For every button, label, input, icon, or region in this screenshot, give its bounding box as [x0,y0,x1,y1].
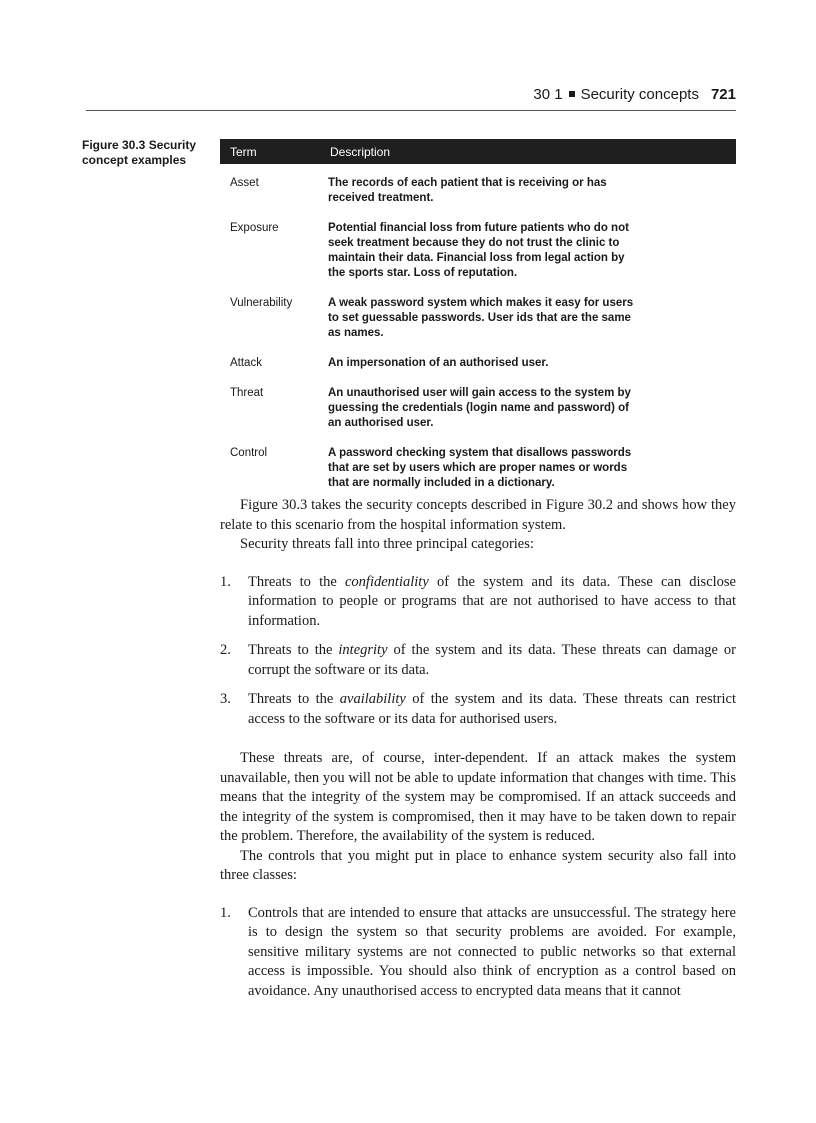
list-emphasis: confidentiality [345,573,429,590]
list-number: 3. [220,691,231,707]
body-text [220,496,736,1001]
paragraph: These threats are, of course, inter-dependent. If an attack makes the system unavailable, then you will not be able to update information that changes with time. This means that the integrity of the system may be compromised. If an attack succeeds and the integrity of the system is compromised, then it may have to be taken down to repair the problem. Therefore, the availability of the system is reduced. [220,750,736,844]
header-rule [86,110,736,111]
list-number: 2. [220,642,231,658]
list-item [220,573,736,632]
controls-list [220,904,736,1002]
row-term: Exposure [230,222,279,234]
list-text: of the system and its data. These can disclose information to people or programs that are not authorised to have access to that information. [248,573,736,629]
row-term: Attack [230,357,262,369]
list-text: Threats to the [248,691,340,707]
list-text: Controls that are intended to ensure that attacks are unsuccessful. The strategy here is to design the system so that security problems are avoided. For example, sensitive military systems are not connected to public networks so that external access is impossible. You should also think of encryption as a control based on avoidance. Any unauthorised access to encrypted data means that it cannot [248,904,736,999]
row-term: Threat [230,387,264,399]
section-number: 30 1 [533,86,563,103]
paragraph: Figure 30.3 takes the security concepts described in Figure 30.2 and shows how they relate to this scenario from the hospital information system. [220,497,736,533]
threat-list [220,573,736,730]
figure-caption [82,138,212,168]
table-row [220,176,736,206]
table-row [220,356,736,371]
list-text: of the system and its data. These threats can damage or corrupt the software or its data. [248,642,736,678]
running-header [533,86,736,103]
page-number: 721 [710,86,736,103]
column-header-term: Term [230,144,257,159]
paragraph: The controls that you might put in place to enhance system security also fall into three classes: [220,847,736,883]
row-description: An impersonation of an authorised user. [328,357,549,369]
table-row [220,446,736,491]
list-emphasis: integrity [338,642,388,658]
row-term: Control [230,447,268,459]
row-description: A password checking system that disallows passwords that are set by users which are proper names or words that are normally included in a dictionary. [328,447,632,489]
list-emphasis: availability [339,691,406,707]
row-description: An unauthorised user will gain access to the system by guessing the credentials (login name and password) of an authorised user. [328,387,631,429]
row-term: Vulnerability [230,297,293,309]
table-row [220,221,736,281]
bullet-icon [569,91,575,97]
list-item [220,904,736,1002]
row-term: Asset [230,177,259,189]
list-text: Threats to the [248,642,339,658]
table-row [220,386,736,431]
column-header-description: Description [330,144,391,159]
list-number: 1. [220,904,231,921]
list-number: 1. [220,573,231,590]
paragraph: Security threats fall into three principal categories: [240,536,534,552]
table-header [220,139,736,164]
row-description: The records of each patient that is receiving or has received treatment. [328,177,607,204]
list-item [220,690,736,729]
section-title: Security concepts [580,86,699,103]
list-text: of the system and its data. These threats can restrict access to the software or its data for authorised users. [248,691,736,727]
figure-caption-text: Security concept examples [82,138,197,167]
table-row [220,296,736,341]
row-description: A weak password system which makes it easy for users to set guessable passwords. User ids that are the same as names. [328,297,634,339]
security-concepts-table [220,139,736,491]
list-item [220,641,736,680]
list-text: Threats to the [248,573,345,590]
row-description: Potential financial loss from future patients who do not seek treatment because they do not trust the clinic to maintain their data. Financial loss from legal action by the sports star. Loss of reputation. [328,222,629,279]
figure-label: Figure 30.3 [82,138,146,152]
